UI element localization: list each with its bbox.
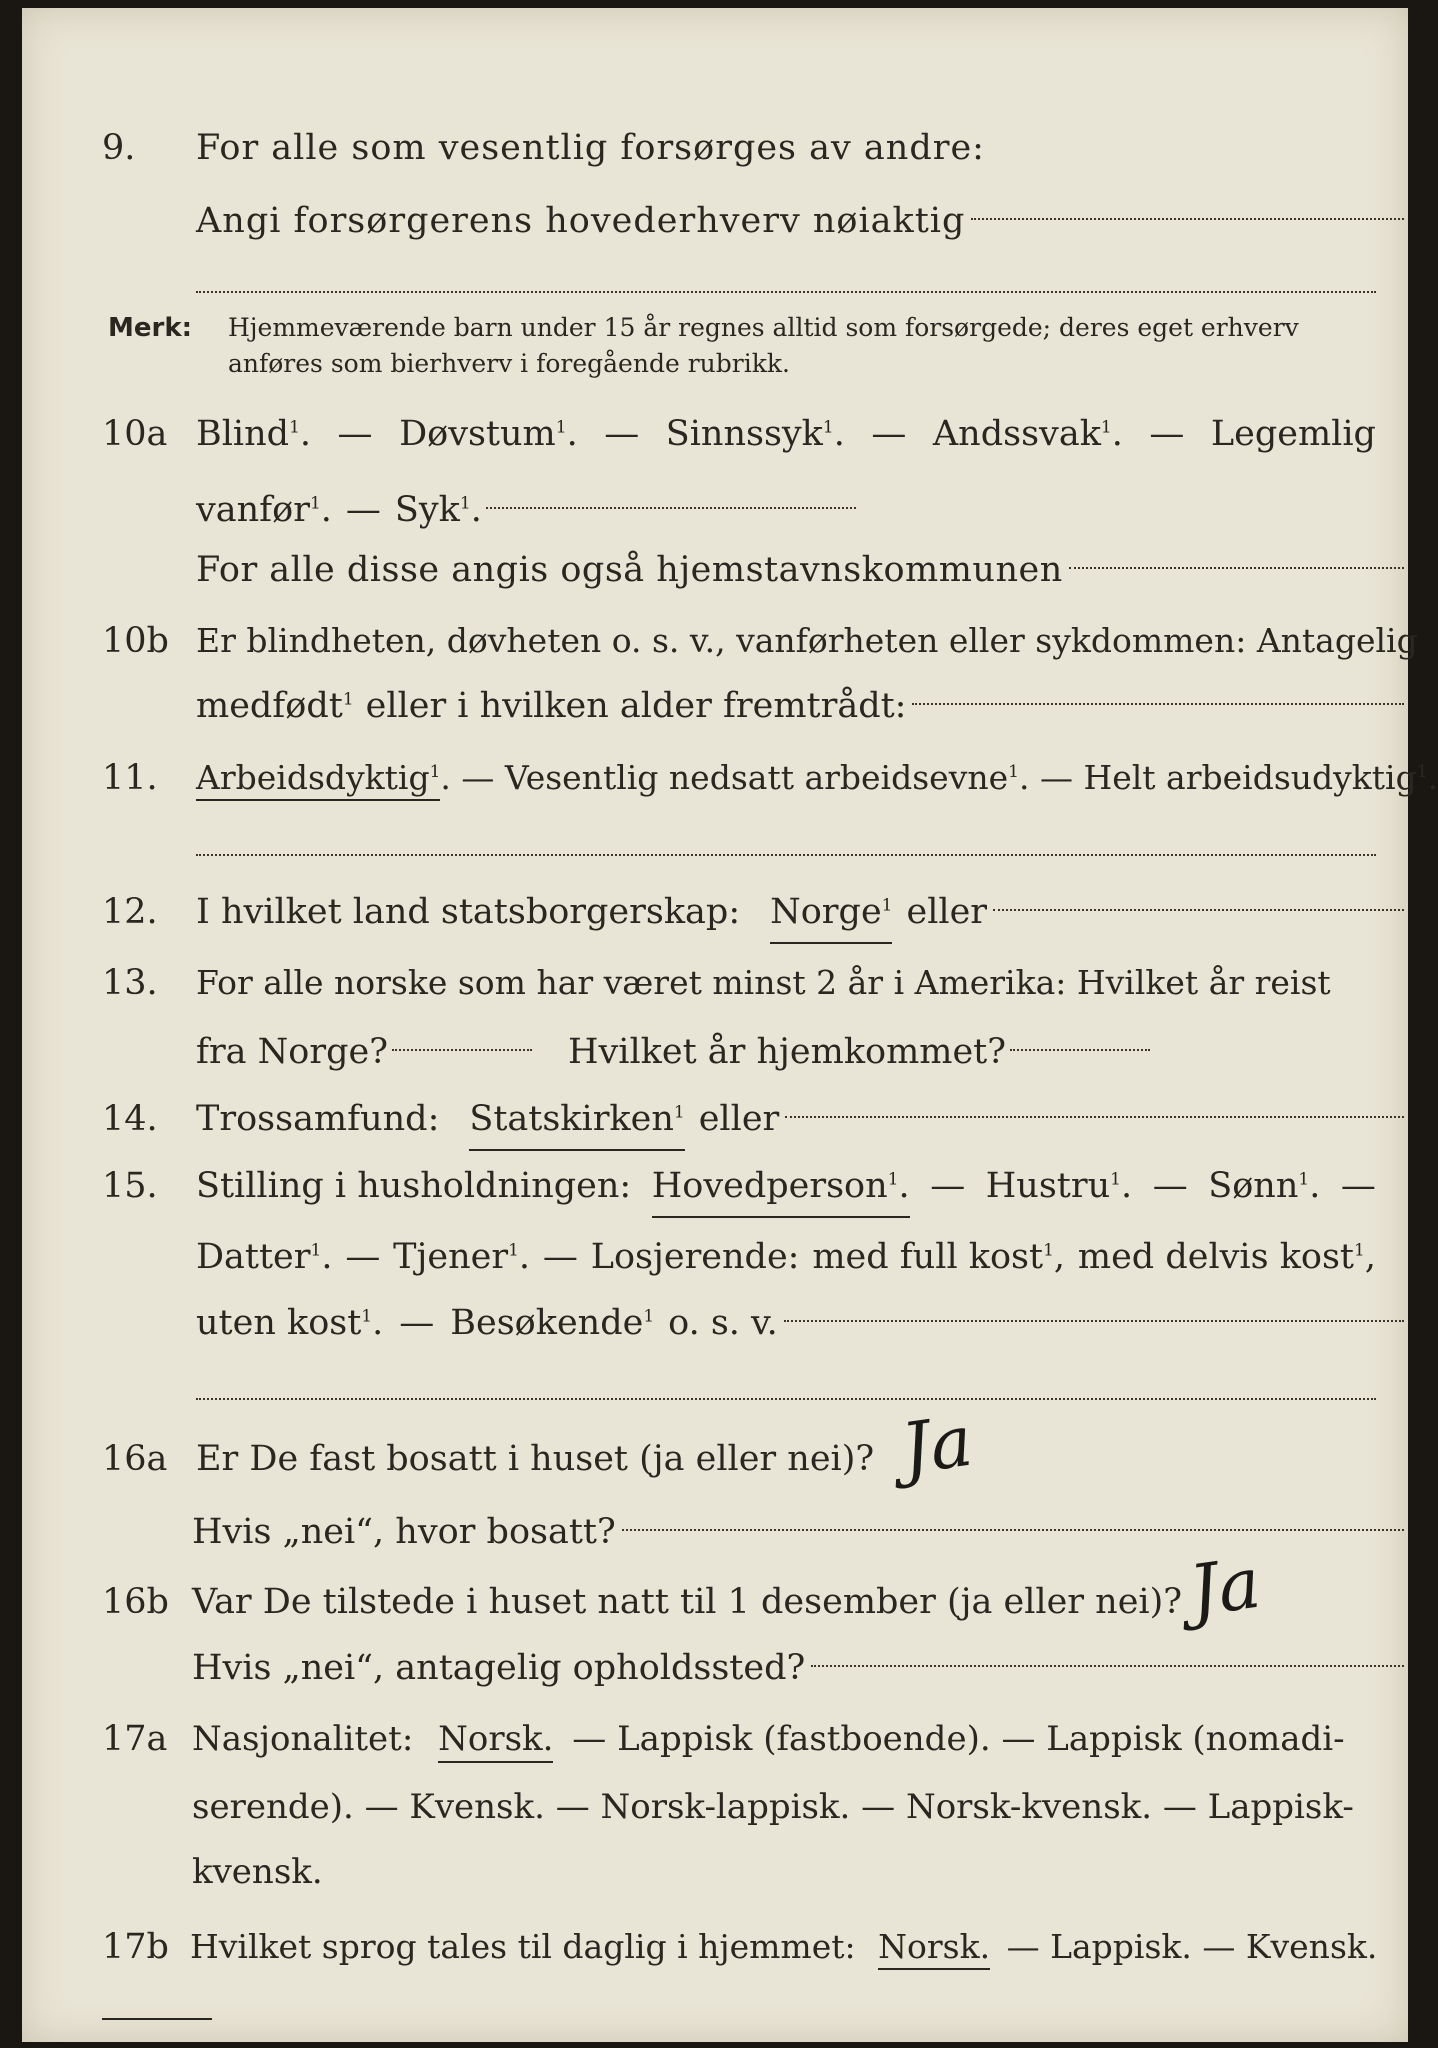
- q12-number: 12.: [102, 892, 158, 932]
- q10a-syk: Syk$^1$.: [394, 490, 482, 530]
- q17a-line3: [22, 1844, 1408, 1900]
- q10b-medfodt: medfødt$^1$: [196, 686, 354, 726]
- footnote-mark: 1: [1110, 1169, 1121, 1190]
- q10b-line1: [22, 613, 1418, 669]
- q12-line: [22, 884, 1408, 940]
- q14-field[interactable]: [785, 1116, 1404, 1118]
- footnote-mark: 1: [673, 1102, 685, 1123]
- q13-reist-label: fra Norge?: [196, 1032, 388, 1072]
- q16a-number: 16a: [102, 1439, 168, 1479]
- q13-hjem-label: Hvilket år hjemkommet?: [568, 1032, 1007, 1072]
- footnote-rule: [102, 2018, 212, 2020]
- dash: —: [930, 1166, 966, 1206]
- q11-line1: 11. Arbeidsdyktig$^1$. — Vesentlig nedsatt arbeidsevne$^1$. — Helt arbeidsudyktig$^1$.: [22, 750, 1408, 806]
- q16b-number: 16b: [102, 1582, 169, 1622]
- q15-delvis-kost: med delvis kost$^1$,: [1077, 1237, 1376, 1277]
- q10a-andssvak: Andssvak$^1$.: [932, 414, 1123, 454]
- q16a-bosatt-field[interactable]: [622, 1529, 1404, 1531]
- q15-losjerende: Losjerende:: [590, 1237, 800, 1277]
- q14-number: 14.: [102, 1099, 158, 1139]
- q13-text: For alle norske som har været minst 2 år i Amerika: Hvilket år reist: [196, 963, 1331, 1002]
- q15-full-kost: med full kost$^1$,: [812, 1237, 1066, 1277]
- footnote-mark: 1: [508, 1240, 519, 1261]
- q9-provider-field[interactable]: [971, 218, 1404, 220]
- note-line2: anføres som bierhverv i foregående rubrikk.: [228, 349, 790, 378]
- dash: —: [461, 758, 495, 797]
- q10a-home-field[interactable]: [1069, 567, 1404, 569]
- q10a-vanfor: vanfør$^1$.: [196, 490, 332, 530]
- q15-hustru: Hustru$^1$.: [985, 1166, 1133, 1206]
- q11-nedsatt: Vesentlig nedsatt arbeidsevne$^1$: [504, 758, 1019, 797]
- q14-eller: eller: [698, 1099, 780, 1139]
- q10a-number: 10a: [102, 414, 168, 454]
- footnote-mark: 1: [361, 1306, 373, 1327]
- q17a-text3: kvensk.: [192, 1852, 323, 1892]
- q16b-opholdssted-field[interactable]: [811, 1665, 1404, 1667]
- footnote-mark: 1: [643, 1306, 655, 1327]
- q13-line1: [22, 955, 1408, 1011]
- footnote-mark: 1: [822, 417, 834, 438]
- q10b-text: Er blindheten, døvheten o. s. v., vanførheten eller sykdommen: Antagelig: [196, 621, 1418, 660]
- q16a-text: Er De fast bosatt i huset (ja eller nei)?: [196, 1439, 875, 1479]
- q9-text: For alle som vesentlig forsørges av andre:: [196, 128, 985, 168]
- q17a-text2: serende). — Kvensk. — Norsk-lappisk. — Norsk-kvensk. — Lappisk-: [192, 1787, 1354, 1827]
- dash: —: [542, 1237, 578, 1277]
- note-block: [22, 310, 1408, 390]
- dash: —: [337, 414, 373, 454]
- q13-reist-field[interactable]: [392, 1049, 532, 1051]
- footnote-mark: 1: [1298, 1169, 1310, 1190]
- q15-tjener: Tjener$^1$.: [393, 1237, 531, 1277]
- q17b-line: [22, 1919, 1408, 1975]
- q9-provider-label: Angi forsørgerens hovederhverv nøiaktig: [196, 201, 966, 241]
- q15-field[interactable]: [784, 1320, 1404, 1322]
- note-line1: Hjemmeværende barn under 15 år regnes alltid som forsørgede; deres eget erhverv: [228, 313, 1299, 342]
- q15-label: Stilling i husholdningen:: [196, 1166, 632, 1206]
- q10b-age-field[interactable]: [912, 703, 1404, 705]
- q11-arbeidsdyktig: Arbeidsdyktig$^1$: [196, 758, 440, 801]
- q10a-dovstum: Døvstum$^1$.: [399, 414, 578, 454]
- q15-extra-line[interactable]: [196, 1398, 1376, 1400]
- q16a-line1: [22, 1431, 1408, 1487]
- footnote-mark: 1: [887, 1169, 899, 1190]
- q10a-line3: [22, 542, 1408, 598]
- dash: —: [345, 1237, 381, 1277]
- q17b-rest: — Lappisk. — Kvensk.: [1006, 1927, 1378, 1966]
- q11-udyktig: Helt arbeidsudyktig$^1$: [1083, 758, 1428, 797]
- footnote-mark: 1: [309, 493, 321, 514]
- q11-number: 11.: [102, 758, 158, 798]
- q13-line2: [22, 1024, 1408, 1080]
- q15-hovedperson: Hovedperson$^1$.: [652, 1158, 910, 1218]
- q10a-sinnssyk: Sinnssyk$^1$.: [665, 414, 845, 454]
- footnote-mark: 1: [289, 417, 300, 438]
- q16a-handwritten-answer: Ja: [896, 1399, 978, 1491]
- q11-extra-line[interactable]: [196, 854, 1376, 856]
- dash: —: [604, 414, 640, 454]
- q13-hjem-field[interactable]: [1010, 1049, 1150, 1051]
- q17a-norsk: Norsk.: [438, 1719, 553, 1763]
- q16b-text: Var De tilstede i huset natt til 1 desember (ja eller nei)?: [192, 1582, 1183, 1622]
- q10a-home-label: For alle disse angis også hjemstavnskommunen: [196, 550, 1063, 590]
- q13-number: 13.: [102, 963, 158, 1003]
- footnote-mark: 1: [1008, 762, 1019, 782]
- q15-line1: [22, 1158, 1408, 1214]
- footnote-mark: 1: [1043, 1240, 1054, 1261]
- q9-extra-line[interactable]: [196, 291, 1376, 293]
- q16a-bosatt-label: Hvis „nei“, hvor bosatt?: [192, 1512, 616, 1552]
- footnote-mark: 1: [555, 417, 567, 438]
- dash: —: [1340, 1166, 1376, 1206]
- q17a-label: Nasjonalitet:: [192, 1719, 414, 1759]
- q10a-legemlig: Legemlig: [1210, 414, 1376, 454]
- dash: —: [1039, 758, 1073, 797]
- q9-line2: [22, 193, 1408, 249]
- footnote-mark: 1: [881, 895, 893, 916]
- q10a-blind: Blind$^1$.: [196, 414, 312, 454]
- q17b-norsk: Norsk.: [878, 1927, 990, 1970]
- q17a-line1: [22, 1711, 1408, 1767]
- q17b-number: 17b: [102, 1927, 169, 1967]
- q16b-opholdssted-label: Hvis „nei“, antagelig opholdssted?: [192, 1648, 806, 1688]
- q15-uten-kost: uten kost$^1$.: [196, 1303, 384, 1343]
- q15-datter: Datter$^1$.: [196, 1237, 333, 1277]
- q15-number: 15.: [102, 1166, 158, 1206]
- q10b-age-label: eller i hvilken alder fremtrådt:: [365, 686, 907, 726]
- note-label: Merk:: [108, 313, 193, 343]
- q16b-handwritten-answer: Ja: [1184, 1541, 1266, 1633]
- q10b-line2: [22, 678, 1408, 734]
- q15-sonn: Sønn$^1$.: [1208, 1166, 1321, 1206]
- q15-line3: [22, 1295, 1408, 1351]
- q15-osv: o. s. v.: [668, 1303, 778, 1343]
- q17a-line2: [22, 1779, 1408, 1835]
- q12-label: I hvilket land statsborgerskap:: [196, 892, 741, 932]
- q17b-label: Hvilket sprog tales til daglig i hjemmet:: [190, 1927, 856, 1966]
- q9-number: 9.: [102, 128, 136, 168]
- census-form-page: [22, 8, 1438, 2042]
- footnote-mark: 1: [429, 762, 441, 782]
- footnote-mark: 1: [310, 1240, 322, 1261]
- footnote-mark: 1: [1100, 417, 1112, 438]
- q12-norge: Norge$^1$: [770, 884, 892, 944]
- footnote-mark: 1: [342, 689, 354, 710]
- footnote-mark: 1: [1416, 762, 1428, 782]
- q10a-syk-field[interactable]: [486, 507, 856, 509]
- q16b-line2: [22, 1640, 1408, 1696]
- q15-line2: [22, 1229, 1408, 1285]
- q17a-rest1: — Lappisk (fastboende). — Lappisk (nomadi-: [572, 1719, 1345, 1759]
- q9-line1: [22, 120, 1408, 176]
- footnote-mark: 1: [1354, 1240, 1365, 1261]
- q15-besokende: Besøkende$^1$: [450, 1303, 655, 1343]
- q12-field[interactable]: [993, 909, 1404, 911]
- dash: —: [399, 1303, 435, 1343]
- footnote-mark: 1: [459, 493, 471, 514]
- dash: —: [345, 490, 381, 530]
- q17a-number: 17a: [102, 1719, 168, 1759]
- q10a-line2: [22, 482, 1408, 538]
- q10a-line1: [22, 406, 1408, 462]
- q14-statskirken: Statskirken$^1$: [469, 1091, 684, 1151]
- q14-label: Trossamfund:: [196, 1099, 440, 1139]
- q12-eller: eller: [906, 892, 988, 932]
- dash: —: [1152, 1166, 1188, 1206]
- dash: —: [871, 414, 907, 454]
- q14-line: [22, 1091, 1408, 1147]
- q10b-number: 10b: [102, 621, 169, 661]
- dash: —: [1149, 414, 1185, 454]
